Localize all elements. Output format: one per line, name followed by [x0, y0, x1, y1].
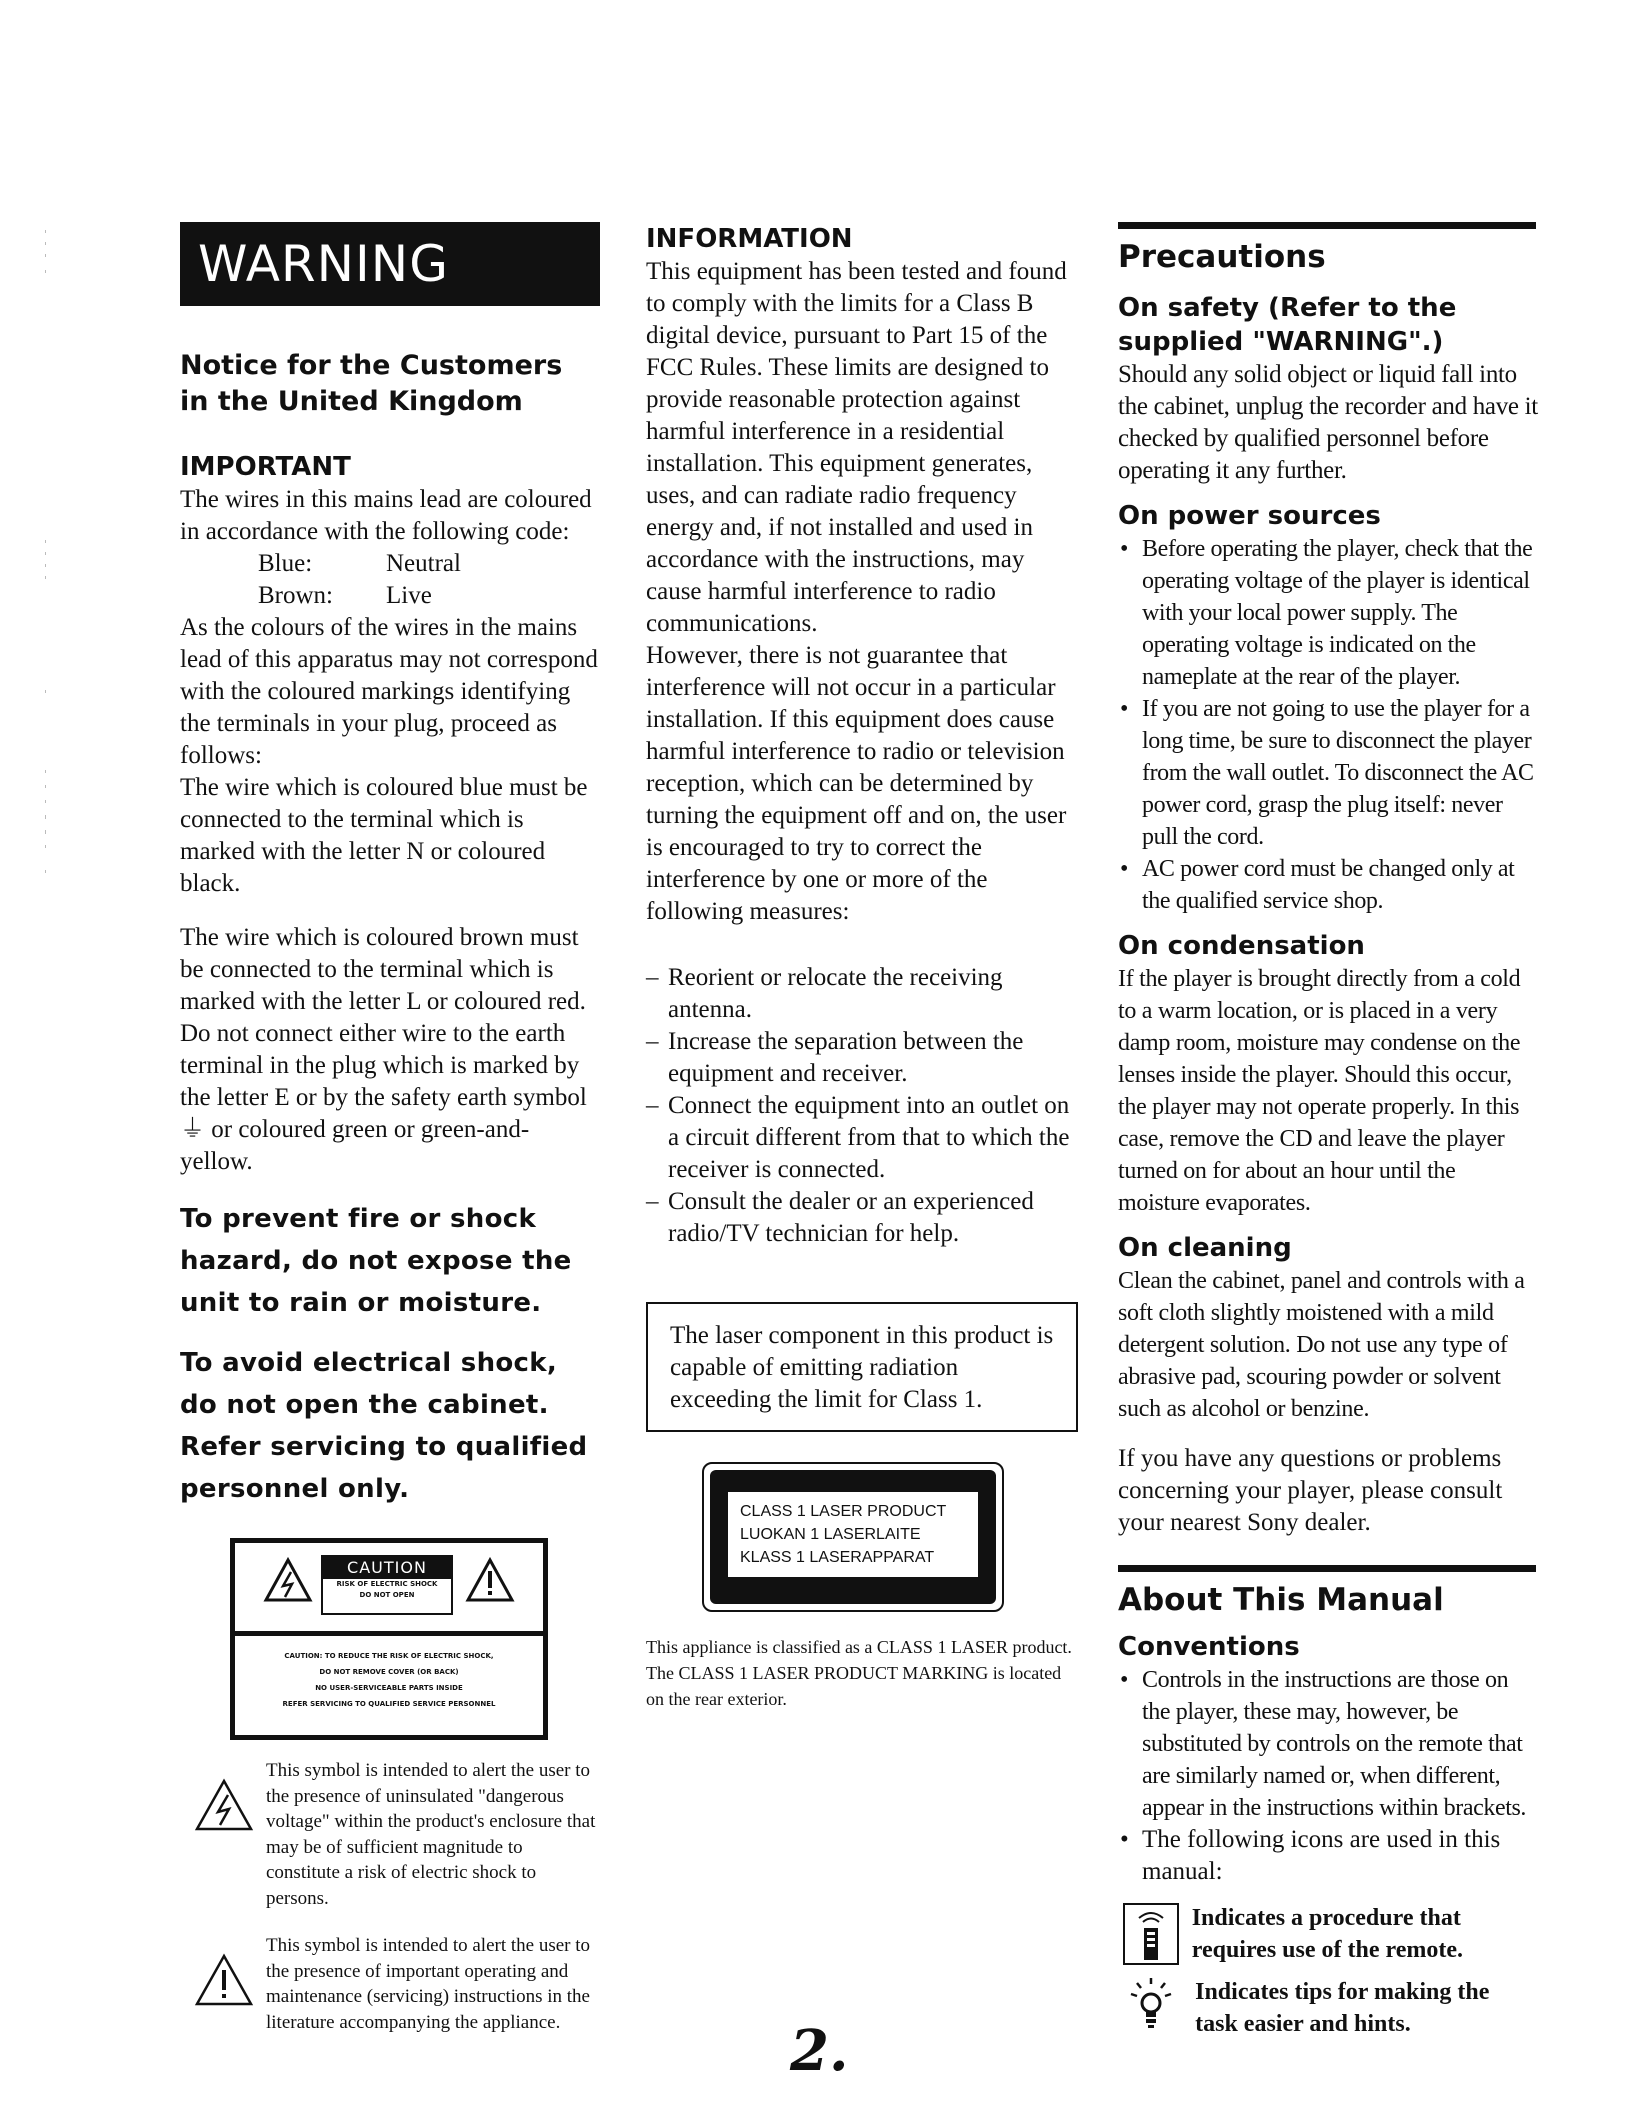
power-sources-title: On power sources — [1118, 501, 1381, 531]
power-item: • AC power cord must be changed only at the qualified service shop. — [1118, 853, 1538, 917]
wire-meaning: Live — [386, 582, 432, 609]
convention-item: • Controls in the instructions are those on the player, these may, however, be substituted by controls on the remote that are similarly named or, when different, appear in the instructions within brackets. — [1118, 1664, 1538, 1824]
condensation-paragraph: If the player is brought directly from a cold to a warm location, or is placed in a very damp room, moisture may condense on the lenses inside the player. Should this occur, the player may not operate properly. In this case, remove the CD and leave the player turned on for about an hour until the moisture evaporates. — [1118, 966, 1521, 1216]
remote-control-icon — [1122, 1902, 1180, 1966]
section-rule — [1118, 222, 1536, 229]
instruction-symbol-text: This symbol is intended to alert the user to the presence of important operating and maintenance (servicing) instructions in the literature accompanying the appliance. — [266, 1935, 591, 2033]
tips-icon-cell — [1118, 1976, 1195, 2034]
exclamation-triangle-icon — [194, 1953, 254, 2007]
power-sources-list — [1118, 533, 1538, 917]
lightbulb-icon — [1122, 1976, 1180, 2034]
tips-icon-legend — [1118, 1976, 1538, 2040]
scan-marks — [44, 230, 48, 935]
caution-label-top — [235, 1543, 543, 1636]
information-title: INFORMATION — [646, 224, 853, 254]
caution-line: REFER SERVICING TO QUALIFIED SERVICE PERSONNEL — [282, 1700, 496, 1708]
important-title: IMPORTANT — [180, 452, 351, 482]
earth-symbol-icon: ⏚ — [180, 1116, 206, 1143]
caution-line: NO USER-SERVICEABLE PARTS INSIDE — [315, 1684, 463, 1692]
wire-color: Blue: — [258, 550, 313, 577]
manual-title: About This Manual — [1118, 1582, 1444, 1618]
laser-plate-label — [728, 1492, 978, 1577]
tips-icon-text: Indicates tips for making the task easier and hints. — [1195, 1979, 1490, 2037]
remote-icon-text: Indicates a procedure that requires use of the remote. — [1191, 1905, 1463, 1963]
lightning-triangle-icon — [263, 1557, 313, 1603]
safety-title: On safety (Refer to the supplied "WARNING".) — [1118, 293, 1457, 357]
interference-paragraph: However, there is not guarantee that interference will not occur in a particular installation. If this equipment does cause harmful interference to radio or television reception, which can be determined by turning the equipment off and on, the user is encouraged to try to correct the interference by one or more of the following measures: — [646, 642, 1067, 925]
caution-head: CAUTION — [323, 1557, 451, 1579]
caution-line: CAUTION: TO REDUCE THE RISK OF ELECTRIC SHOCK, — [284, 1652, 494, 1660]
voltage-symbol-note — [180, 1758, 600, 1911]
caution-box-line: RISK OF ELECTRIC SHOCK — [336, 1580, 438, 1588]
marking-location-text: The CLASS 1 LASER PRODUCT MARKING is located on the rear exterior. — [646, 1663, 1062, 1709]
cleaning-title: On cleaning — [1118, 1233, 1292, 1263]
measure-item: – Consult the dealer or an experienced radio/TV technician for help. — [646, 1186, 1076, 1250]
classification-text: This appliance is classified as a CLASS 1 LASER product. — [646, 1637, 1072, 1657]
plate-line: LUOKAN 1 LASERLAITE — [740, 1526, 921, 1543]
notice-title: Notice for the Customers in the United Kingdom — [180, 350, 563, 417]
safety-paragraph: Should any solid object or liquid fall into the cabinet, unplug the recorder and have it checked by qualified personnel before operating it any further. — [1118, 361, 1538, 484]
wire-meaning: Neutral — [386, 550, 461, 577]
left-column — [180, 222, 600, 2035]
brown-wire-text: The wire which is coloured brown must be connected to the terminal which is marked with the letter L or coloured red. Do not connect either wire to the earth terminal in the plug which is marked by the letter E or by the safety earth symbol — [180, 924, 587, 1111]
conventions-list — [1118, 1664, 1538, 1888]
blue-wire-paragraph: The wire which is coloured blue must be connected to the terminal which is marked with the letter N or coloured black. — [180, 774, 588, 897]
right-column — [1118, 222, 1538, 2040]
cleaning-paragraph: Clean the cabinet, panel and controls with a soft cloth slightly moistened with a mild detergent solution. Do not use any type of abrasive pad, scouring powder or solvent such as alcohol or benzine. — [1118, 1268, 1525, 1422]
conventions-title: Conventions — [1118, 1632, 1300, 1662]
caution-line: DO NOT REMOVE COVER (OR BACK) — [319, 1668, 459, 1676]
measure-item: – Increase the separation between the equipment and receiver. — [646, 1026, 1076, 1090]
section-rule — [1118, 1565, 1536, 1572]
wire-color: Brown: — [258, 582, 333, 609]
scan-dots — [44, 230, 48, 930]
middle-column — [646, 222, 1076, 1712]
caution-label-bottom — [235, 1636, 543, 1712]
power-item: • If you are not going to use the player for a long time, be sure to disconnect the player from the wall outlet. To disconnect the AC power cord, grasp the plug itself: never pull the cord. — [1118, 693, 1538, 853]
plate-line: CLASS 1 LASER PRODUCT — [740, 1503, 947, 1520]
lightning-triangle-icon — [194, 1778, 254, 1832]
wire-code-row — [180, 580, 600, 612]
instruction-symbol-note — [180, 1933, 600, 2035]
information-paragraph: This equipment has been tested and found to comply with the limits for a Class B digital device, pursuant to Part 15 of the FCC Rules. These limits are designed to provide reasonable protection against harmful interference in a residential installation. This equipment generates, uses, and can radiate radio frequency energy and, if not installed and used in accordance with the instructions, may cause harmful interference to radio communications. — [646, 258, 1067, 637]
plate-line: KLASS 1 LASERAPPARAT — [740, 1549, 935, 1566]
warning-banner: WARNING — [180, 222, 600, 306]
condensation-title: On condensation — [1118, 931, 1365, 961]
fire-warning: To prevent fire or shock hazard, do not expose the unit to rain or moisture. — [180, 1204, 572, 1318]
wire-code-row — [180, 548, 600, 580]
caution-box-line: DO NOT OPEN — [359, 1591, 415, 1599]
wire-code-list — [180, 548, 600, 612]
laser-plate-frame — [710, 1470, 996, 1604]
laser-class-plate — [702, 1462, 1004, 1612]
voltage-symbol-text: This symbol is intended to alert the user to the presence of uninsulated "dangerous voltage" within the product's enclosure that may be of sufficient magnitude to constitute a risk of electric shock to persons. — [266, 1760, 596, 1909]
measure-item: – Reorient or relocate the receiving antenna. — [646, 962, 1076, 1026]
caution-label — [230, 1538, 548, 1740]
brown-wire-paragraph — [180, 922, 600, 1178]
brown-wire-text-end: or coloured green or green-and-yellow. — [180, 1116, 530, 1175]
precautions-title: Precautions — [1118, 239, 1326, 275]
remote-icon-cell — [1118, 1902, 1192, 1966]
remote-icon-legend — [1118, 1902, 1538, 1966]
power-item: • Before operating the player, check that the operating voltage of the player is identical with your local power supply. The operating voltage is indicated on the nameplate at the rear of the player. — [1118, 533, 1538, 693]
measure-item: – Connect the equipment into an outlet on a circuit different from that to which the receiver is connected. — [646, 1090, 1076, 1186]
page-number: 2. — [790, 2018, 849, 2084]
exclamation-triangle-icon — [465, 1557, 515, 1603]
questions-paragraph: If you have any questions or problems concerning your player, please consult your nearest Sony dealer. — [1118, 1445, 1503, 1536]
wires-intro: The wires in this mains lead are coloured in accordance with the following code: — [180, 486, 592, 545]
colours-paragraph: As the colours of the wires in the mains lead of this apparatus may not correspond with the coloured markings identifying the terminals in your plug, proceed as follows: — [180, 614, 598, 769]
laser-notice-box — [646, 1302, 1078, 1432]
measures-list — [646, 962, 1076, 1250]
shock-warning: To avoid electrical shock, do not open the cabinet. Refer servicing to qualified personnel only. — [180, 1348, 588, 1504]
laser-notice-text: The laser component in this product is capable of emitting radiation exceeding the limit for Class 1. — [670, 1322, 1054, 1413]
convention-item: • The following icons are used in this manual: — [1118, 1824, 1538, 1888]
caution-box — [321, 1555, 453, 1615]
